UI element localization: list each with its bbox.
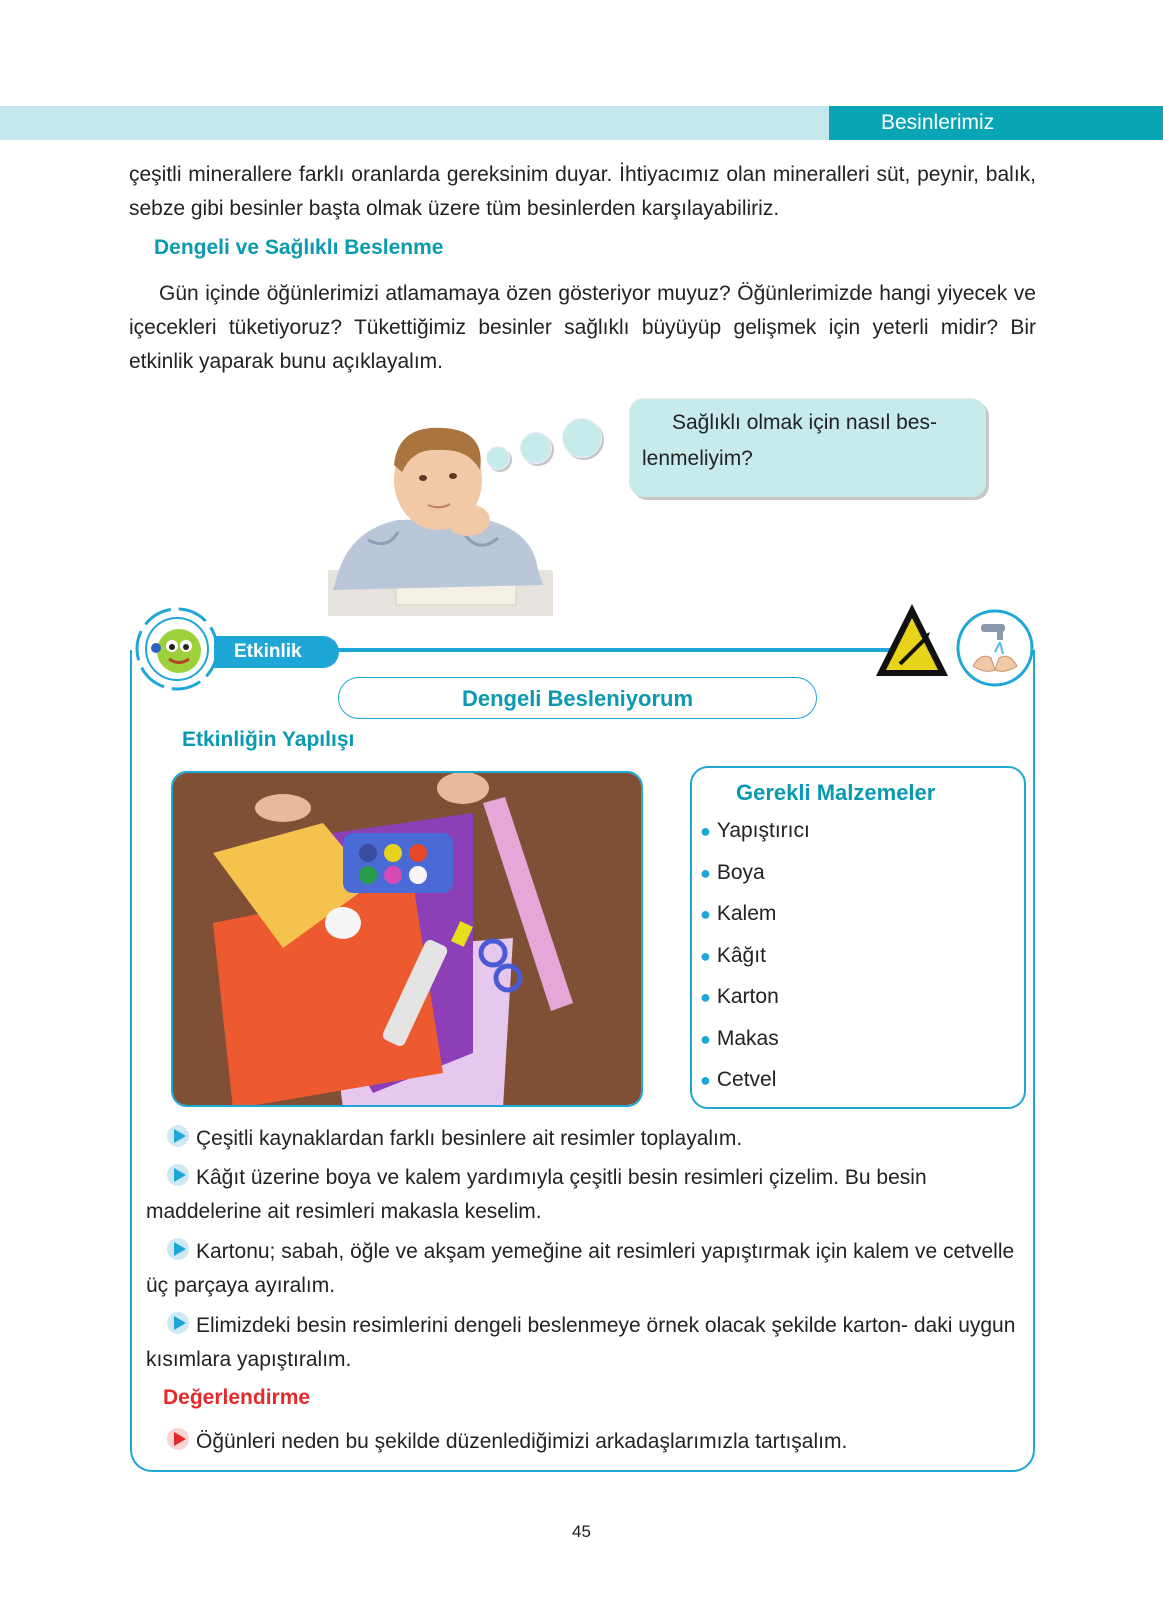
materials-photo <box>171 771 643 1107</box>
bullet-icon: ● <box>700 945 711 966</box>
material-name: Yapıştırıcı <box>716 819 810 842</box>
activity-top-rule <box>310 648 890 652</box>
page-number: 45 <box>572 1522 591 1541</box>
bullet-icon: ● <box>700 862 711 883</box>
thought-line-2: lenmeliyim? <box>642 447 753 470</box>
list-item <box>700 935 1024 977</box>
play-arrow-icon <box>166 1237 190 1261</box>
thought-line-1: Sağlıklı olmak için nasıl bes- <box>672 411 937 434</box>
material-name: Karton <box>716 985 779 1008</box>
step-item <box>146 1309 1021 1377</box>
bullet-icon: ● <box>700 987 711 1007</box>
play-arrow-icon <box>166 1427 190 1451</box>
list-item <box>700 1059 1024 1101</box>
activity-tab: Etkinlik <box>214 636 339 668</box>
step-text: Elimizdeki besin resimlerini dengeli beslenmeye örnek olacak şekilde karton- daki uygun kısımlara yapıştıralım. <box>146 1314 1016 1371</box>
step-text: Çeşitli kaynaklardan farklı besinlere ait resimler toplayalım. <box>196 1127 743 1150</box>
material-name: Boya <box>716 860 765 884</box>
evaluation-heading: Değerlendirme <box>163 1386 311 1409</box>
warning-icon <box>872 600 952 680</box>
material-name: Makas <box>716 1026 779 1050</box>
header-band <box>0 106 829 140</box>
materials-list <box>690 766 1026 1109</box>
list-item <box>700 976 1024 1018</box>
list-item <box>700 810 1024 852</box>
list-item <box>700 893 1024 935</box>
materials-title: Gerekli Malzemeler <box>736 780 936 805</box>
procedure-subheading: Etkinliğin Yapılışı <box>182 728 355 751</box>
thought-dot-large <box>562 418 602 458</box>
bullet-icon: ● <box>700 1070 711 1090</box>
play-arrow-icon <box>166 1311 190 1335</box>
intro-question-paragraph: Gün içinde öğünlerimizi atlamamaya özen gösteriyor muyuz? Öğünlerimizde hangi yiyecek ve içecekleri tüketiyoruz? Tükettiğimiz besinler sağlıklı büyüyüp gelişmek için yeterli midir? Bir etkinlik yaparak bunu açıklayalım. <box>129 282 1036 373</box>
material-name: Cetvel <box>716 1068 777 1091</box>
thought-bubble <box>630 399 986 497</box>
section-title: Besinlerimiz <box>829 106 1163 140</box>
materials-photo-graphic <box>173 773 643 1107</box>
play-arrow-icon <box>166 1124 190 1148</box>
material-name: Kâğıt <box>716 943 766 967</box>
material-name: Kalem <box>716 902 777 925</box>
step-text: Kâğıt üzerine boya ve kalem yardımıyla çeşitli besin resimleri çizelim. Bu besin maddelerine ait resimleri makasla keselim. <box>146 1166 927 1223</box>
bullet-icon: ● <box>700 904 711 924</box>
clock-mascot-icon <box>134 606 220 692</box>
thought-dot-medium <box>520 432 552 464</box>
list-item <box>700 1018 1024 1060</box>
play-arrow-icon <box>166 1163 190 1187</box>
list-item <box>700 852 1024 894</box>
bullet-icon: ● <box>700 1028 711 1049</box>
evaluation-item <box>146 1425 1021 1459</box>
evaluation-text: Öğünleri neden bu şekilde düzenlediğimizi arkadaşlarımızla tartışalım. <box>196 1430 848 1453</box>
step-item <box>146 1235 1021 1303</box>
section-heading: Dengeli ve Sağlıklı Beslenme <box>154 236 444 259</box>
intro-paragraph: çeşitli minerallere farklı oranlarda gereksinim duyar. İhtiyacımız olan mineralleri süt, peynir, balık, sebze gibi besinler başta olmak üzere tüm besinlerden karşılayabiliriz. <box>129 163 1036 220</box>
step-item <box>146 1161 1021 1229</box>
step-item <box>146 1122 1021 1156</box>
activity-title: Dengeli Besleniyorum <box>338 677 817 719</box>
hand-washing-icon <box>955 608 1035 688</box>
bullet-icon: ● <box>700 821 711 841</box>
step-text: Kartonu; sabah, öğle ve akşam yemeğine ait resimleri yapıştırmak için kalem ve cetvelle üç parçaya ayıralım. <box>146 1240 1015 1297</box>
thought-dot-small <box>486 446 510 470</box>
